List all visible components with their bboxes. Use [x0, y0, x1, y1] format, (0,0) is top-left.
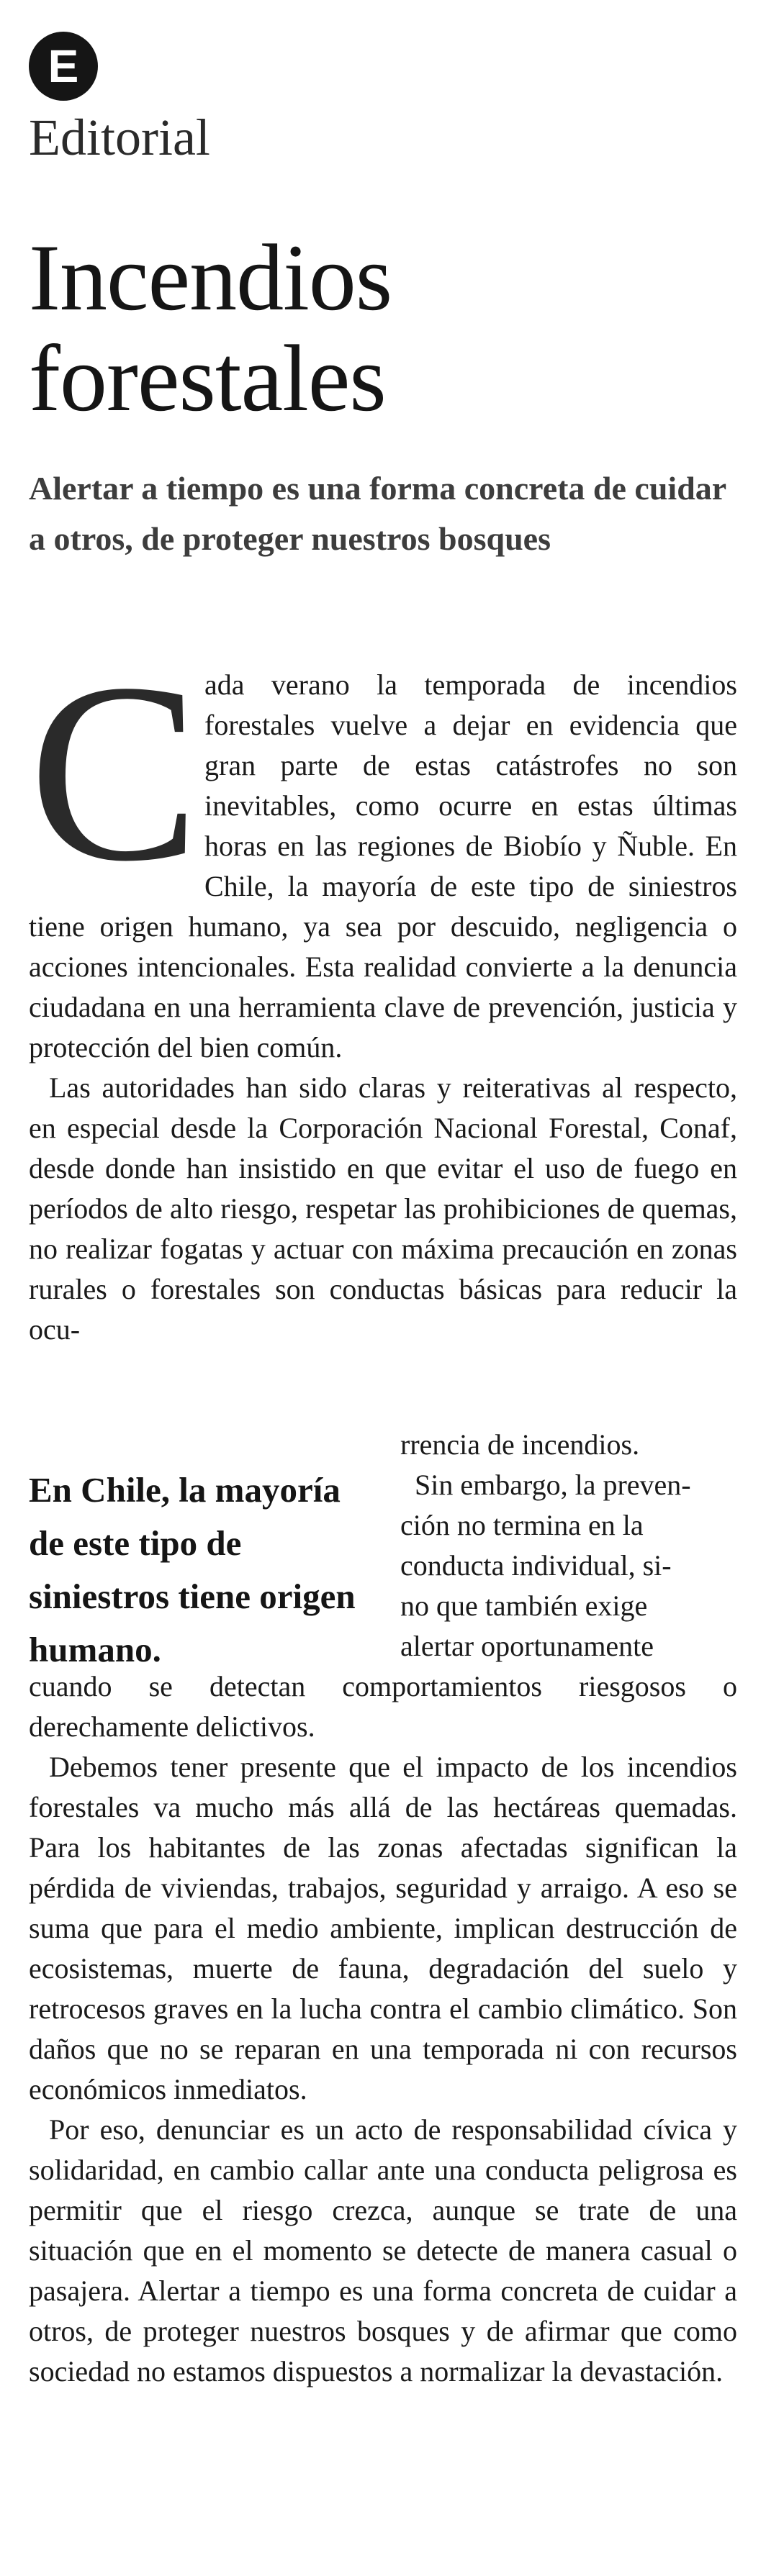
article-title [29, 227, 734, 429]
side-column [400, 1425, 739, 1666]
side-line: ción no termina en la [400, 1509, 644, 1541]
section-badge: E [29, 32, 98, 101]
paragraph-1: ada verano la temporada de incendios forestales vuelve a dejar en evidencia que gran parte de estas catástrofes no son inevitables, como ocurre en estas últimas horas en las regiones de Biobío y Ñuble. En Chile, la mayoría de este tipo de siniestros tiene origen humano, ya sea por descuido, negligencia o acciones intencionales. Esta realidad convierte a la denuncia ciudadana en una herramienta clave de prevención, justicia y protección del bien común. [29, 668, 737, 1063]
paragraph-2: Las autoridades han sido claras y reiterativas al respecto, en especial desde la Corporación Nacional Forestal, Conaf, desde donde han insistido en que evitar el uso de fuego en períodos de alto riesgo, respetar las prohibiciones de quemas, no realizar fogatas y actuar con máxima precaución en zonas rurales o forestales son conductas básicas para reducir la ocu- [29, 1071, 737, 1346]
article-body-top [29, 631, 737, 1350]
title-line-2: forestales [29, 325, 386, 431]
side-line: rrencia de incendios. [400, 1428, 640, 1461]
section-label: Editorial [29, 109, 210, 166]
side-line: alertar oportunamente [400, 1630, 654, 1662]
title-line-1: Incendios [29, 225, 392, 330]
paragraph-5: Por eso, denunciar es un acto de responsabilidad cívica y solidaridad, en cambio callar ante una conducta peligrosa es permitir que el riesgo crezca, aunque se trate de una situación que en el momento se detecte de manera casual o pasajera. Alertar a tiempo es una forma concreta de cuidar a otros, de proteger nuestros bosques y de afirmar que como sociedad no estamos dispuestos a normalizar la devastación. [29, 2113, 737, 2387]
article-body-bottom [29, 1666, 737, 2392]
side-line: conducta individual, si- [400, 1549, 672, 1582]
paragraph-4: Debemos tener presente que el impacto de los incendios forestales va mucho más allá de las hectáreas quemadas. Para los habitantes de las zonas afectadas significan la pérdida de viviendas, trabajos, seguridad y arraigo. A eso se suma que para el medio ambiente, implican destrucción de ecosistemas, muerte de fauna, degradación del suelo y retrocesos graves en la lucha contra el cambio climático. Son daños que no se reparan en una temporada ni con recursos económicos inmediatos. [29, 1751, 737, 2105]
side-line: Sin embargo, la preven- [400, 1469, 691, 1501]
side-line: no que también exige [400, 1589, 648, 1622]
paragraph-3-continued: cuando se detectan comportamientos riesgosos o derechamente delictivos. [29, 1670, 737, 1743]
pull-quote: En Chile, la mayoría de este tipo de siniestros tiene origen humano. [29, 1470, 356, 1669]
article-dek: Alertar a tiempo es una forma concreta de cuidar a otros, de proteger nuestros bosques [29, 470, 726, 557]
drop-cap: C [29, 631, 200, 915]
